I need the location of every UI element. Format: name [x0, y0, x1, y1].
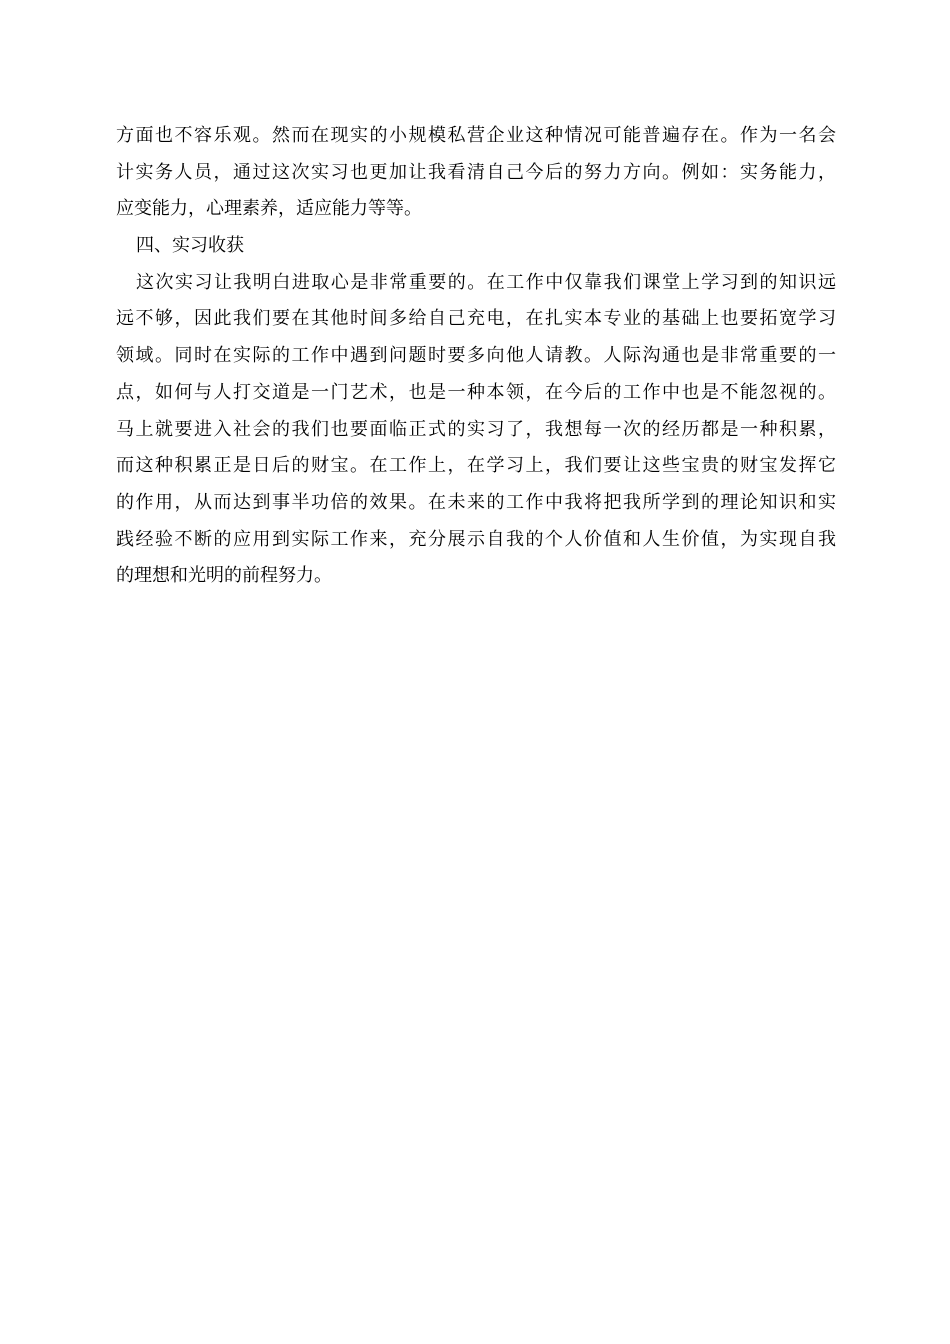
text-line: 点，如何与人打交道是一门艺术，也是一种本领，在今后的工作中也是不能忽视的。: [116, 381, 836, 403]
text-line: 马上就要进入社会的我们也要面临正式的实习了，我想每一次的经历都是一种积累，: [116, 418, 836, 440]
text-line: 领域。同时在实际的工作中遇到问题时要多向他人请教。人际沟通也是非常重要的一: [116, 345, 836, 367]
text-line: 计实务人员，通过这次实习也更加让我看清自己今后的努力方向。例如：实务能力，: [116, 161, 836, 183]
paragraph-continuation: [116, 118, 836, 228]
text-line: 这次实习让我明白进取心是非常重要的。在工作中仅靠我们课堂上学习到的知识远: [136, 271, 836, 293]
text-line: 远不够，因此我们要在其他时间多给自己充电，在扎实本专业的基础上也要拓宽学习: [116, 308, 836, 330]
text-line: 而这种积累正是日后的财宝。在工作上，在学习上，我们要让这些宝贵的财宝发挥它: [116, 455, 836, 477]
text-line: 应变能力，心理素养，适应能力等等。: [116, 198, 422, 220]
text-line: 的作用，从而达到事半功倍的效果。在未来的工作中我将把我所学到的理论知识和实: [116, 491, 836, 513]
section-heading: 四、实习收获: [136, 235, 244, 257]
text-line: 的理想和光明的前程努力。: [116, 565, 332, 587]
text-line: 方面也不容乐观。然而在现实的小规模私营企业这种情况可能普遍存在。作为一名会: [116, 125, 836, 146]
document-body: [116, 118, 836, 595]
paragraph-gains: [116, 265, 836, 595]
text-line: 践经验不断的应用到实际工作来，充分展示自我的个人价值和人生价值，为实现自我: [116, 528, 836, 550]
